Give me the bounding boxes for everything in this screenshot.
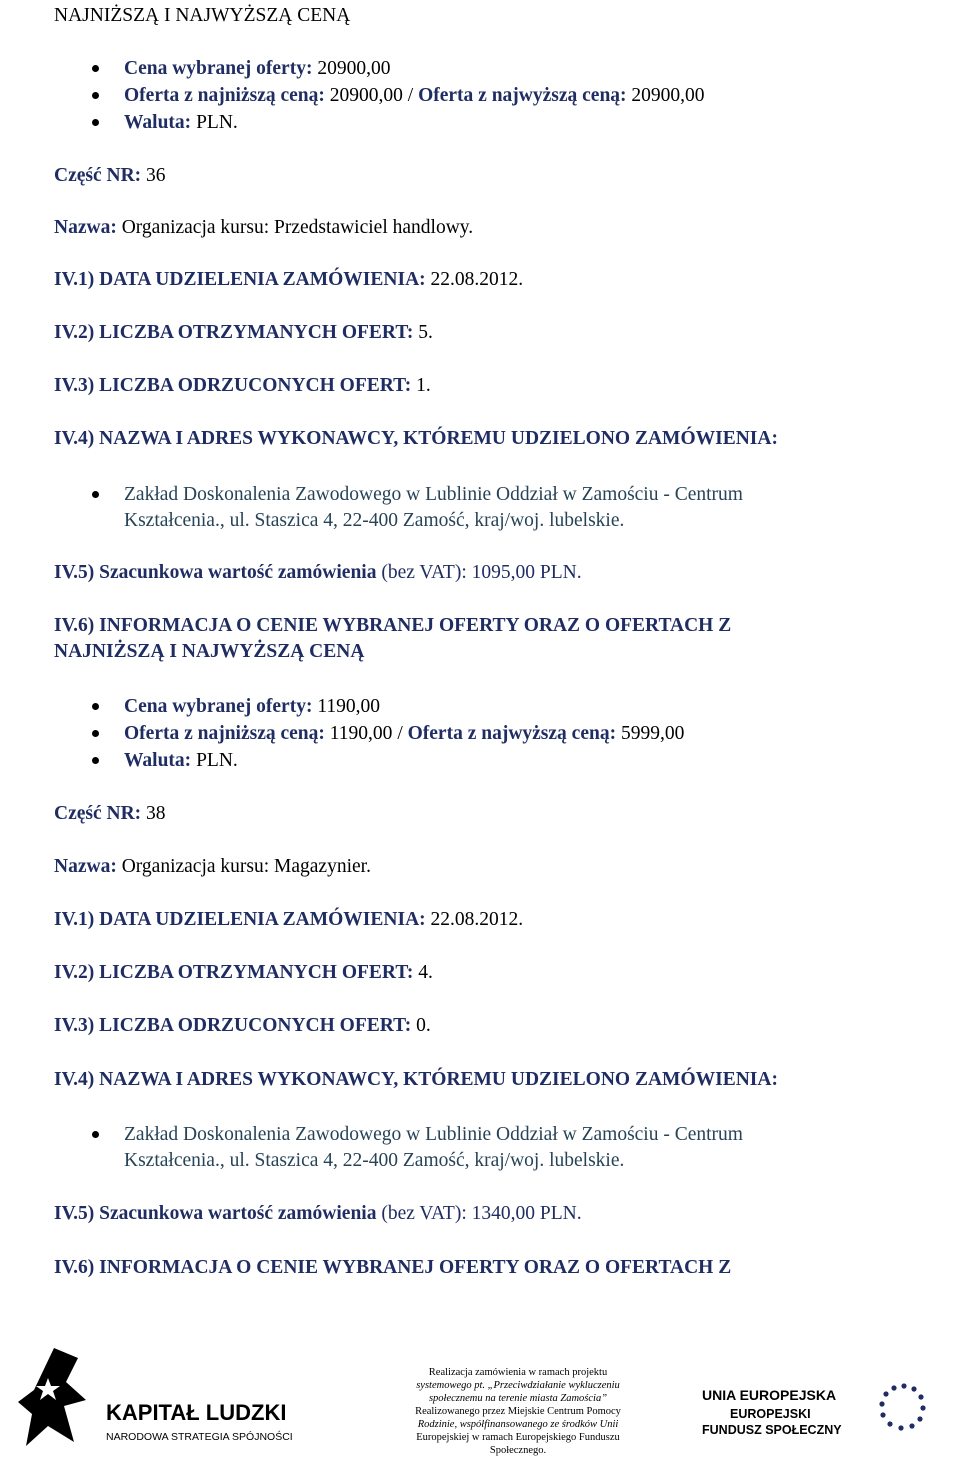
contractor-label: IV.4) NAZWA I ADRES WYKONAWCY, KTÓREMU UDZIELONO ZAMÓWIENIA: (54, 428, 778, 449)
contractor-line-2 (124, 509, 624, 533)
part-value: 36 (146, 165, 166, 186)
lowest-label: Oferta z najniższą ceną: (124, 85, 325, 106)
contractor-text: Kształcenia., ul. Staszica 4, 22-400 Zamość, kraj/woj. lubelskie. (124, 1150, 625, 1171)
footer-line: Realizacja zamówienia w ramach projektu (428, 1367, 608, 1378)
price-label: Cena wybranej oferty: (124, 58, 313, 79)
offers-rejected (54, 374, 431, 398)
contractor-heading (54, 1068, 778, 1092)
separator: / (407, 85, 414, 106)
separator: / (397, 723, 403, 744)
contractor-heading (54, 427, 778, 451)
received-value: 5. (418, 322, 433, 343)
logo-subtitle: NARODOWA STRATEGIA SPÓJNOŚCI (106, 1431, 293, 1443)
part-value: 38 (146, 803, 166, 824)
logo-title: KAPITAŁ LUDZKI (106, 1400, 287, 1425)
rejected-label: IV.3) LICZBA ODRZUCONYCH OFERT: (54, 375, 412, 396)
currency-value: PLN. (196, 750, 238, 771)
lowest-label: Oferta z najniższą ceną: (124, 723, 325, 744)
received-label: IV.2) LICZBA OTRZYMANYCH OFERT: (54, 962, 414, 983)
currency-label: Waluta: (124, 750, 192, 771)
highest-label: Oferta z najwyższą ceną: (407, 723, 617, 744)
date-value: 22.08.2012. (430, 909, 524, 930)
bullet-dot (92, 92, 99, 99)
received-label: IV.2) LICZBA OTRZYMANYCH OFERT: (54, 322, 414, 343)
part-number (54, 164, 166, 188)
contractor-label: IV.4) NAZWA I ADRES WYKONAWCY, KTÓREMU UDZIELONO ZAMÓWIENIA: (54, 1069, 778, 1090)
price-info-heading (54, 1256, 731, 1280)
highest-label: Oferta z najwyższą ceną: (418, 85, 627, 106)
contractor-text: Zakład Doskonalenia Zawodowego w Lublinie Oddział w Zamościu - Centrum (124, 1124, 743, 1145)
contractor-text: Kształcenia., ul. Staszica 4, 22-400 Zamość, kraj/woj. lubelskie. (124, 510, 625, 531)
estimated-value (54, 1202, 582, 1226)
info-label: IV.6) INFORMACJA O CENIE WYBRANEJ OFERTY ORAZ O OFERTACH Z (54, 1257, 732, 1278)
name-value: Organizacja kursu: Przedstawiciel handlowy. (121, 217, 474, 238)
name-label: Nazwa: (54, 217, 117, 238)
lowest-value: 1190,00 (329, 723, 393, 744)
date-label: IV.1) DATA UDZIELENIA ZAMÓWIENIA: (54, 909, 426, 930)
award-date (54, 268, 523, 292)
currency-value: PLN. (196, 112, 238, 133)
price-info-heading-2 (54, 640, 364, 664)
contractor-line-1 (124, 1123, 743, 1147)
value-label: Szacunkowa wartość zamówienia (99, 1203, 377, 1224)
highest-value: 5999,00 (620, 723, 685, 744)
part-name (54, 216, 473, 240)
footer-line: Rodzinie, współfinansowanego ze środków Unii (417, 1419, 619, 1430)
part-number (54, 802, 166, 826)
currency-item (124, 111, 238, 135)
name-label: Nazwa: (54, 856, 117, 877)
estimated-value (54, 561, 582, 585)
eu-fund-logo (690, 1346, 950, 1456)
section-heading (54, 4, 350, 28)
contractor-line-2 (124, 1149, 624, 1173)
date-value: 22.08.2012. (430, 269, 524, 290)
bullet-dot (92, 703, 99, 710)
contractor-line-1 (124, 483, 743, 507)
kapital-ludzki-logo (14, 1342, 374, 1462)
name-value: Organizacja kursu: Magazynier. (121, 856, 371, 877)
offers-received (54, 961, 433, 985)
eu-line-3: FUNDUSZ SPOŁECZNY (702, 1423, 842, 1437)
date-label: IV.1) DATA UDZIELENIA ZAMÓWIENIA: (54, 269, 426, 290)
value-prefix: IV.5) (54, 1203, 95, 1224)
award-date (54, 908, 523, 932)
part-label: Część NR: (54, 165, 142, 186)
part-name (54, 855, 371, 879)
lowest-highest-item (124, 84, 705, 108)
footer-line: Realizowanego przez Miejskie Centrum Pomocy (415, 1406, 621, 1417)
lowest-value: 20900,00 (329, 85, 403, 106)
footer-line: Społecznego. (489, 1445, 547, 1456)
rejected-label: IV.3) LICZBA ODRZUCONYCH OFERT: (54, 1015, 412, 1036)
bullet-dot (92, 1131, 99, 1138)
contractor-text: Zakład Doskonalenia Zawodowego w Lublinie Oddział w Zamościu - Centrum (124, 484, 743, 505)
price-info-heading (54, 614, 731, 638)
lowest-highest-item (124, 722, 684, 746)
currency-label: Waluta: (124, 112, 192, 133)
highest-value: 20900,00 (631, 85, 705, 106)
currency-item (124, 749, 238, 773)
footer-line: Europejskiej w ramach Europejskiego Funduszu (416, 1432, 620, 1443)
offers-rejected (54, 1014, 431, 1038)
bullet-dot (92, 491, 99, 498)
eu-stars-icon (879, 1383, 925, 1430)
info-label: IV.6) INFORMACJA O CENIE WYBRANEJ OFERTY ORAZ O OFERTACH Z (54, 615, 732, 636)
bullet-dot (92, 757, 99, 764)
value-value: (bez VAT): 1095,00 PLN. (381, 562, 582, 583)
eu-line-2: EUROPEJSKI (730, 1407, 811, 1421)
part-label: Część NR: (54, 803, 142, 824)
footer-line: systemowego pt. „Przeciwdziałanie wykluczeniu (416, 1380, 620, 1391)
value-label: Szacunkowa wartość zamówienia (99, 562, 377, 583)
offers-received (54, 321, 433, 345)
heading-text: NAJNIŻSZĄ I NAJWYŻSZĄ CENĄ (54, 5, 351, 26)
price-label: Cena wybranej oferty: (124, 696, 313, 717)
footer-line: społecznemu na terenie miasta Zamościa” (428, 1393, 608, 1404)
bullet-dot (92, 730, 99, 737)
value-prefix: IV.5) (54, 562, 95, 583)
price-value: 1190,00 (317, 696, 380, 717)
eu-line-1: UNIA EUROPEJSKA (702, 1387, 837, 1403)
value-value: (bez VAT): 1340,00 PLN. (381, 1203, 582, 1224)
price-item (124, 695, 380, 719)
footer-project-note (398, 1366, 638, 1457)
received-value: 4. (418, 962, 433, 983)
rejected-value: 1. (416, 375, 431, 396)
info-label: NAJNIŻSZĄ I NAJWYŻSZĄ CENĄ (54, 641, 365, 662)
price-item (124, 57, 390, 81)
price-value: 20900,00 (317, 58, 391, 79)
bullet-dot (92, 65, 99, 72)
bullet-dot (92, 119, 99, 126)
rejected-value: 0. (416, 1015, 431, 1036)
